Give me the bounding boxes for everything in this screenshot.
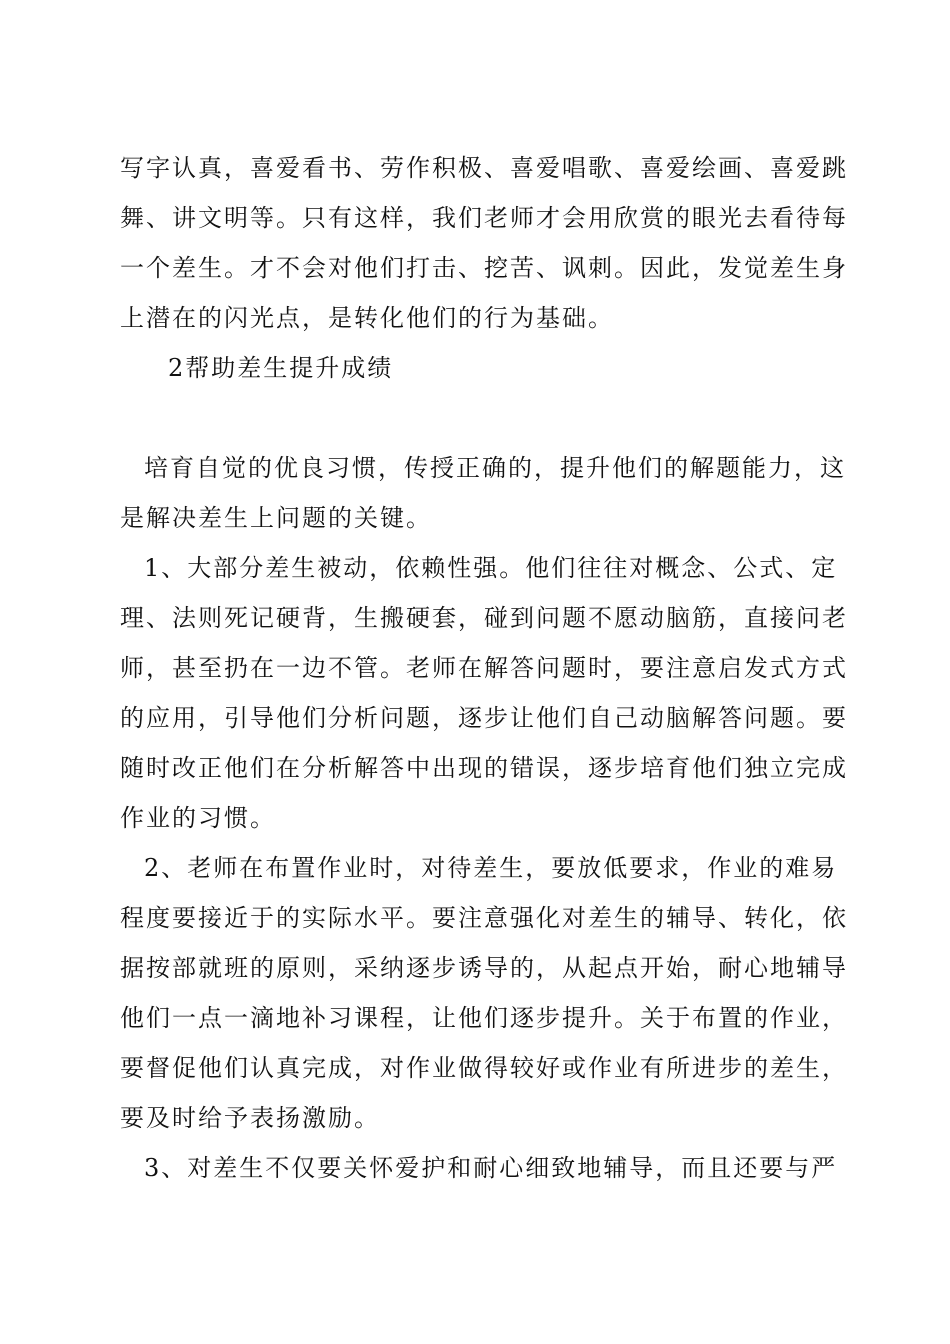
list-item-line: 要督促他们认真完成，对作业做得较好或作业有所进步的差生， bbox=[120, 1054, 848, 1082]
list-item-line: 随时改正他们在分析解答中出现的错误，逐步培育他们独立完成 bbox=[120, 754, 848, 782]
list-item-line: 作业的习惯。 bbox=[120, 804, 276, 832]
paragraph-line: 上潜在的闪光点，是转化他们的行为基础。 bbox=[120, 304, 614, 332]
paragraph-line: 一个差生。才不会对他们打击、挖苦、讽刺。因此，发觉差生身 bbox=[120, 254, 848, 282]
list-item-line: 程度要接近于的实际水平。要注意强化对差生的辅导、转化，依 bbox=[120, 904, 848, 932]
paragraph-line: 舞、讲文明等。只有这样，我们老师才会用欣赏的眼光去看待每 bbox=[120, 204, 848, 232]
paragraph-line: 写字认真，喜爱看书、劳作积极、喜爱唱歌、喜爱绘画、喜爱跳 bbox=[120, 154, 848, 182]
list-item-line: 的应用，引导他们分析问题，逐步让他们自己动脑解答问题。要 bbox=[120, 704, 848, 732]
paragraph-line: 是解决差生上问题的关键。 bbox=[120, 504, 432, 532]
list-item-line: 要及时给予表扬激励。 bbox=[120, 1104, 380, 1132]
list-item-line: 1、大部分差生被动，依赖性强。他们往往对概念、公式、定 bbox=[144, 554, 838, 582]
section-heading: 2帮助差生提升成绩 bbox=[168, 354, 394, 382]
list-item-line: 3、对差生不仅要关怀爱护和耐心细致地辅导，而且还要与严 bbox=[144, 1154, 838, 1182]
list-item-line: 理、法则死记硬背，生搬硬套，碰到问题不愿动脑筋，直接问老 bbox=[120, 604, 848, 632]
list-item-line: 据按部就班的原则，采纳逐步诱导的，从起点开始，耐心地辅导 bbox=[120, 954, 848, 982]
list-item-line: 师，甚至扔在一边不管。老师在解答问题时，要注意启发式方式 bbox=[120, 654, 848, 682]
paragraph-line: 培育自觉的优良习惯，传授正确的，提升他们的解题能力，这 bbox=[144, 454, 846, 482]
list-item-line: 他们一点一滴地补习课程，让他们逐步提升。关于布置的作业， bbox=[120, 1004, 848, 1032]
list-item-line: 2、老师在布置作业时，对待差生，要放低要求，作业的难易 bbox=[144, 854, 838, 882]
